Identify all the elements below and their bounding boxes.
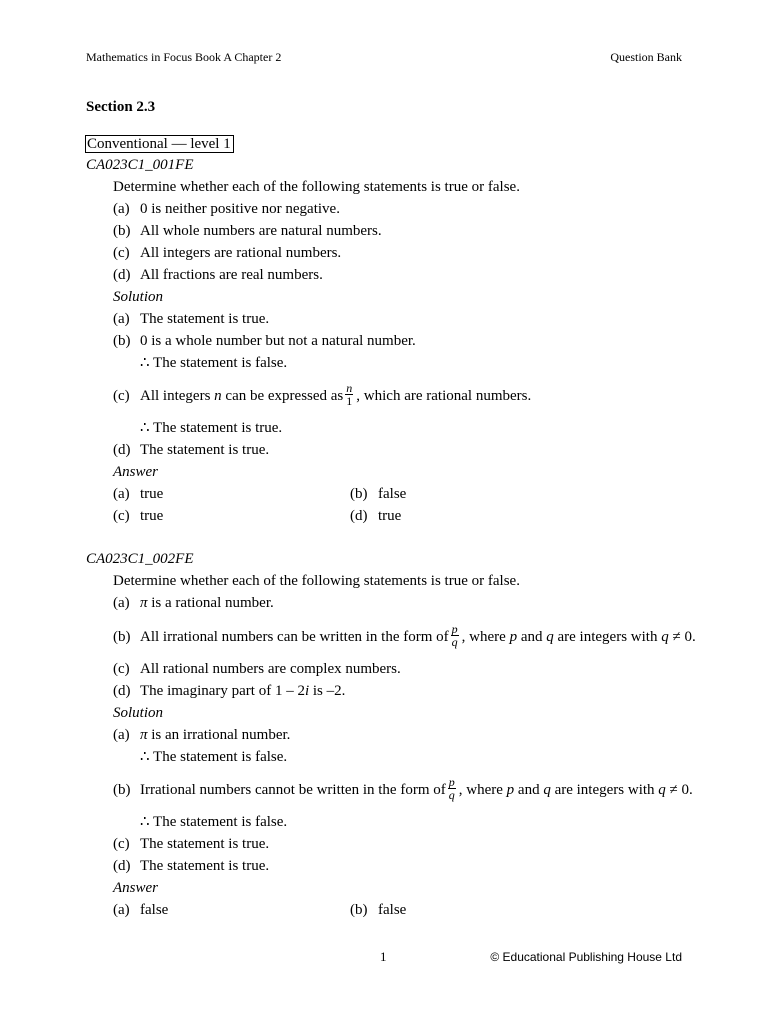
part-label: (d)	[113, 858, 131, 874]
solution-heading: Solution	[113, 289, 164, 305]
answer-heading: Answer	[113, 464, 158, 480]
part-label: (b)	[350, 902, 368, 918]
copyright-notice: © Educational Publishing House Ltd	[490, 950, 682, 964]
solution-text: The statement is true.	[140, 311, 270, 327]
question-id: CA023C1_002FE	[86, 551, 194, 567]
part-label: (b)	[113, 333, 131, 349]
solution-text: The statement is true.	[140, 442, 270, 458]
part-label: (b)	[350, 486, 368, 502]
part-label: (d)	[350, 508, 368, 524]
part-label: (b)	[113, 782, 131, 798]
section-title: Section 2.3	[86, 99, 156, 115]
answer-value: false	[140, 902, 169, 918]
answer-value: true	[378, 508, 402, 524]
part-label: (c)	[113, 836, 130, 852]
solution-text: The statement is true.	[140, 836, 270, 852]
answer-value: true	[140, 508, 164, 524]
part-label: (c)	[113, 661, 130, 677]
answer-heading: Answer	[113, 880, 158, 896]
statement-text: 0 is neither positive nor negative.	[140, 201, 340, 217]
part-label: (d)	[113, 267, 131, 283]
part-label: (a)	[113, 486, 130, 502]
part-label: (a)	[113, 201, 130, 217]
part-label: (b)	[113, 629, 131, 645]
statement-text: All integers are rational numbers.	[140, 245, 342, 261]
pi-symbol: π	[140, 727, 148, 743]
question-prompt: Determine whether each of the following statements is true or false.	[113, 179, 520, 195]
page-number: 1	[380, 949, 387, 964]
solution-conclusion: ∴ The statement is true.	[140, 420, 283, 436]
solution-text: 0 is a whole number but not a natural number.	[140, 333, 416, 349]
part-label: (c)	[113, 245, 130, 261]
part-label: (c)	[113, 388, 130, 404]
statement-text: The imaginary part of 1 – 2i is –2.	[140, 683, 346, 699]
statement-text: All whole numbers are natural numbers.	[140, 223, 382, 239]
therefore-symbol: ∴	[140, 420, 150, 436]
answer-value: false	[378, 486, 407, 502]
part-label: (a)	[113, 902, 130, 918]
fraction: $\frac{n}{1}$	[346, 381, 353, 409]
solution-text: The statement is true.	[140, 858, 270, 874]
fraction: $\frac{p}{q}$	[448, 775, 455, 803]
solution-conclusion: ∴ The statement is false.	[140, 355, 288, 371]
level-label: Conventional — level 1	[85, 135, 234, 153]
fraction: $\frac{p}{q}$	[451, 622, 458, 650]
solution-text: π is an irrational number.	[140, 727, 291, 743]
part-label: (c)	[113, 508, 130, 524]
therefore-symbol: ∴	[140, 814, 150, 830]
solution-text: Irrational numbers cannot be written in the form of $\frac{p}{q}$ , where p and q are integers with q ≠ 0.	[140, 775, 693, 803]
solution-heading: Solution	[113, 705, 164, 721]
part-label: (d)	[113, 442, 131, 458]
answer-value: false	[378, 902, 407, 918]
pi-symbol: π	[140, 595, 148, 611]
solution-conclusion: ∴ The statement is false.	[140, 749, 288, 765]
question-id: CA023C1_001FE	[86, 157, 194, 173]
statement-text: All fractions are real numbers.	[140, 267, 323, 283]
statement-text: All rational numbers are complex numbers.	[140, 661, 401, 677]
part-label: (a)	[113, 311, 130, 327]
statement-text: π is a rational number.	[140, 595, 274, 611]
part-label: (b)	[113, 223, 131, 239]
therefore-symbol: ∴	[140, 355, 150, 371]
solution-conclusion: ∴ The statement is false.	[140, 814, 288, 830]
header-question-bank: Question Bank	[610, 50, 682, 64]
part-label: (a)	[113, 595, 130, 611]
solution-text: All integers n can be expressed as $\frac{n}{1}$ , which are rational numbers.	[140, 381, 532, 409]
answer-value: true	[140, 486, 164, 502]
part-label: (d)	[113, 683, 131, 699]
statement-text: All irrational numbers can be written in the form of $\frac{p}{q}$ , where p and q are integers with q ≠ 0.	[140, 622, 696, 650]
therefore-symbol: ∴	[140, 749, 150, 765]
part-label: (a)	[113, 727, 130, 743]
header-book-title: Mathematics in Focus Book A Chapter 2	[86, 50, 282, 64]
question-prompt: Determine whether each of the following statements is true or false.	[113, 573, 520, 589]
